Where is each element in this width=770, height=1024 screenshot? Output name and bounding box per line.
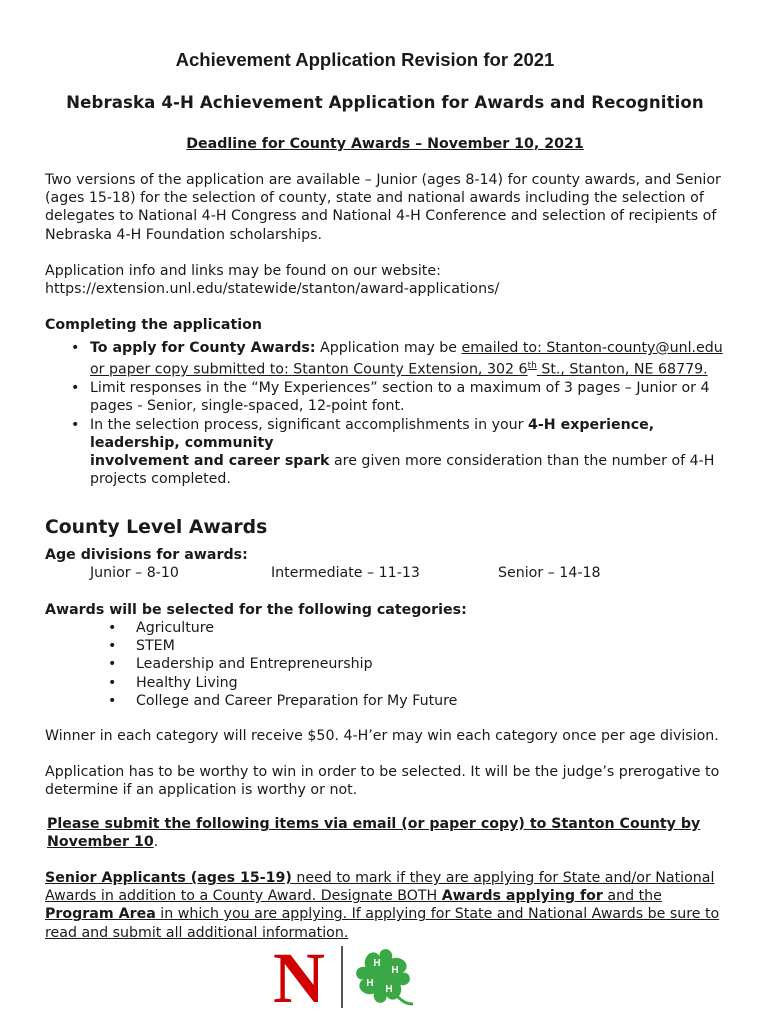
bullet-icon: • — [71, 340, 80, 356]
n-logo-letter: N — [273, 944, 325, 1008]
age-divisions-heading: Age divisions for awards: — [45, 547, 248, 563]
website-url[interactable]: https://extension.unl.edu/statewide/stanton/award-applications/ — [45, 281, 500, 298]
list-item — [108, 674, 457, 692]
division-senior: Senior – 14-18 — [498, 565, 601, 581]
list-item — [108, 619, 457, 637]
senior-text: in which you are applying. If applying for State and National Awards be sure to read and submit all additional information. — [45, 906, 720, 941]
list-text: Application may be — [315, 340, 462, 356]
winner-text: Winner in each category will receive $50. 4-H’er may win each category once per age division. — [45, 728, 719, 744]
clover-letter: H — [373, 958, 381, 969]
bullet-icon: • — [71, 416, 80, 433]
submit-instructions — [47, 815, 737, 851]
list-text: are given more consideration than the number of 4-H projects completed. — [90, 452, 715, 488]
categories-heading: Awards will be selected for the following categories: — [45, 602, 467, 618]
senior-applicants-note — [45, 869, 735, 942]
submit-end: . — [153, 834, 159, 851]
list-item — [108, 692, 457, 710]
category-stem: STEM — [136, 638, 175, 655]
intro-versions: Two versions of the application are available – Junior (ages 8-14) for county awards, and Senior (ages 15-18) for the selection of county, state and national awards including the selection of delegates to National 4-H Congress and National 4-H Conference and selection of recipients of Nebraska 4-H Foundation scholarships. — [45, 172, 721, 243]
clover-letter: H — [366, 978, 374, 989]
emphasis-text: 4-H experience, leadership, community — [90, 416, 655, 451]
category-agriculture: Agriculture — [136, 620, 215, 636]
website-info-line: Application info and links may be found on our website: — [45, 263, 441, 279]
senior-text: and the — [602, 888, 662, 905]
nebraska-n-logo-icon — [267, 944, 331, 1008]
emphasis-text: involvement and career spark — [90, 452, 330, 469]
category-list — [108, 619, 457, 710]
category-leadership: Leadership and Entrepreneurship — [136, 656, 373, 673]
program-area-label: Program Area — [45, 906, 156, 923]
clover-letter: H — [385, 984, 393, 995]
completing-list — [45, 339, 735, 488]
bullet-icon: • — [108, 692, 117, 709]
submission-address[interactable]: emailed to: Stanton-county@unl.edu or paper copy submitted to: Stanton County Extension, 302 6 — [90, 340, 723, 378]
worthy-text: Application has to be worthy to win in order to be selected. It will be the judge’s prerogative to determine if an application is worthy or not. — [45, 764, 720, 799]
bullet-icon: • — [108, 674, 117, 691]
submit-emphasis: Please submit the following items via email (or paper copy) to Stanton County by November 10 — [47, 816, 701, 851]
list-item — [45, 416, 735, 489]
completing-heading: Completing the application — [45, 317, 262, 333]
deadline-heading: Deadline for County Awards – November 10, 2021 — [186, 136, 584, 152]
senior-label: Senior Applicants (ages 15-19) — [45, 870, 292, 886]
bullet-icon: • — [108, 656, 117, 673]
list-item — [45, 379, 735, 415]
awards-applying-label: Awards applying for — [441, 888, 603, 905]
list-text: Limit responses in the “My Experiences” section to a maximum of 3 pages – Junior or 4 pages - Senior, single-spaced, 12-point font. — [90, 380, 710, 415]
bullet-icon: • — [71, 380, 80, 397]
bullet-icon: • — [108, 638, 117, 655]
senior-text: need to mark if they are applying for State and/or National Awards in addition to a County Award. Designate BOTH — [45, 870, 715, 905]
category-healthy-living: Healthy Living — [136, 674, 238, 691]
list-text: In the selection process, significant accomplishments in your — [90, 416, 528, 433]
logo-divider — [341, 946, 343, 1008]
four-h-clover-logo-icon — [347, 944, 419, 1008]
county-awards-label: To apply for County Awards: — [90, 340, 316, 356]
page-title: Achievement Application Revision for 2021 — [175, 49, 555, 70]
list-item — [45, 339, 735, 379]
page-subtitle: Nebraska 4-H Achievement Application for Awards and Recognition — [66, 93, 704, 112]
division-junior: Junior – 8-10 — [90, 565, 179, 581]
clover-letter: H — [391, 965, 399, 976]
list-item — [108, 637, 457, 655]
county-awards-heading: County Level Awards — [45, 517, 268, 538]
category-college-career: College and Career Preparation for My Future — [136, 692, 458, 709]
division-intermediate: Intermediate – 11-13 — [271, 565, 420, 581]
list-item — [108, 655, 457, 673]
ordinal-suffix: th — [527, 361, 537, 372]
bullet-icon: • — [108, 620, 117, 636]
submission-address-end: St., Stanton, NE 68779. — [536, 361, 708, 378]
website-info — [45, 262, 735, 298]
